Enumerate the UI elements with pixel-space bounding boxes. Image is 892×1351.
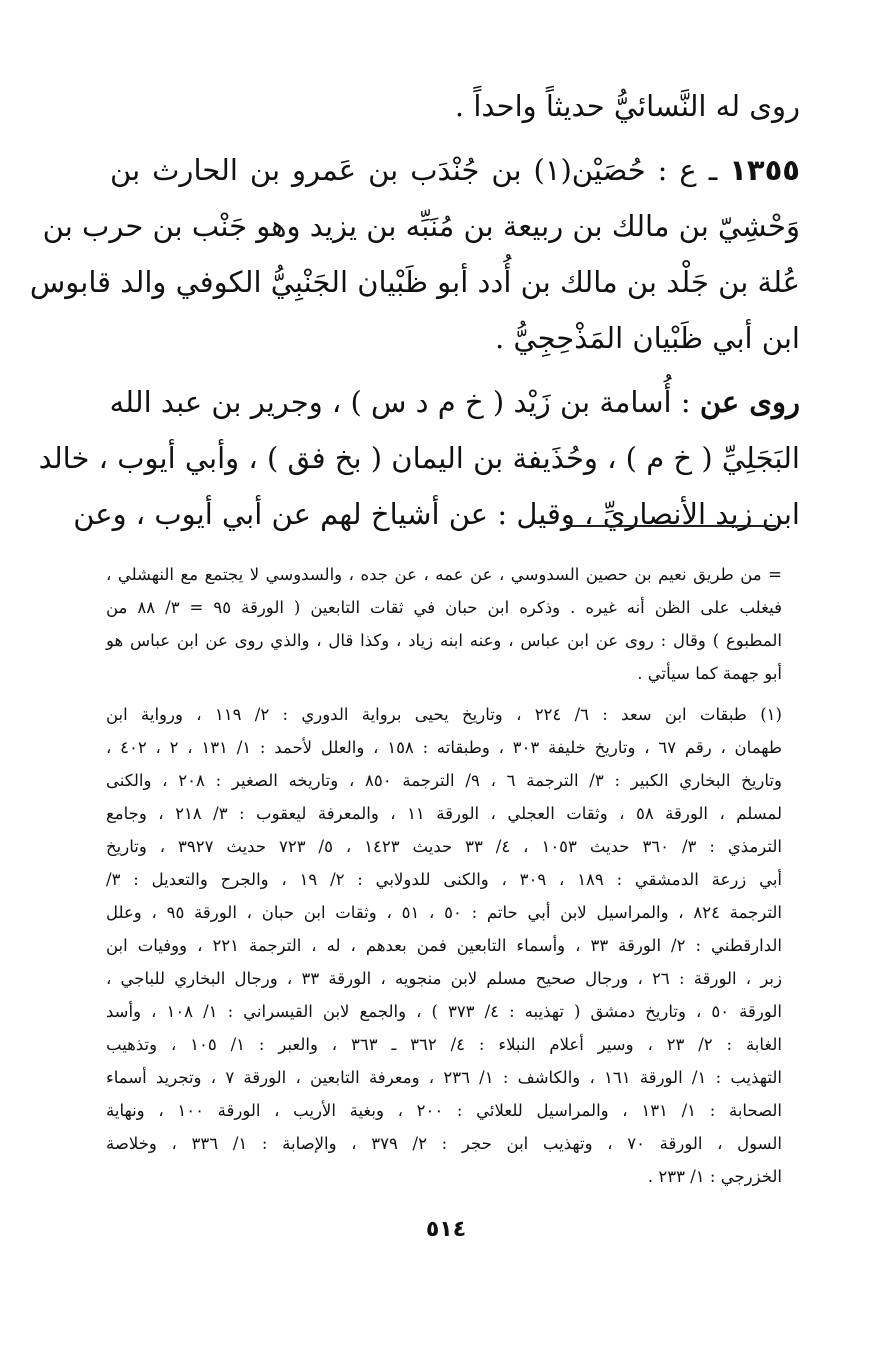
narrated-label: روى عن: [699, 385, 800, 419]
main-text: [29, 78, 801, 542]
footnote-line: الورقة ٥٠ ، وتاريخ دمشق ( تهذيبه : ٤/ ٣٧٣ ) ، والجمع لابن القيسراني : ١/ ١٠٨ ، وأسد: [106, 1002, 783, 1021]
intro-line: روى له النَّسائيُّ حديثاً واحداً .: [454, 89, 800, 123]
footnote-line: الغابة : ٢/ ٢٣ ، وسير أعلام النبلاء : ٤/ ٣٦٢ ـ ٣٦٣ ، والعبر : ١/ ١٠٥ ، وتذهيب: [106, 1035, 782, 1054]
footnotes: [106, 558, 782, 1193]
footnote-line: الترجمة ٨٢٤ ، والمراسيل لابن أبي حاتم : ٥٠ ، ٥١ ، وثقات ابن حبان ، الورقة ٩٥ ، وعلل: [106, 903, 783, 922]
entry-line-3: عُلة بن جَلْد بن مالك بن أُدد أبو ظَبْيان الجَنْبِيُّ الكوفي والد قابوس: [29, 265, 800, 299]
footnote-line: وتاريخ البخاري الكبير : ٣/ الترجمة ٦ ، ٩/ الترجمة ٨٥٠ ، وتاريخه الصغير : ٢٠٨ ، والكنى: [106, 771, 782, 790]
footnote-line: (١) طبقات ابن سعد : ٦/ ٢٢٤ ، وتاريخ يحيى برواية الدوري : ٢/ ١١٩ ، ورواية ابن: [106, 705, 782, 724]
footnote-line: زبر ، الورقة : ٢٦ ، ورجال صحيح مسلم لابن منجويه ، الورقة ٣٣ ، ورجال البخاري للباجي ،: [106, 969, 782, 988]
footnote-line: الصحابة : ١/ ١٣١ ، والمراسيل للعلائي : ٢٠٠ ، وبغية الأريب ، الورقة ١٠٠ ، ونهاية: [106, 1101, 783, 1120]
footnote-line: = من طريق نعيم بن حصين السدوسي ، عن عمه ، عن جده ، والسدوسي لا يجتمع مع النهشلي ،: [106, 565, 782, 584]
entry-line-4: ابن أبي ظَبْيان المَذْحِجِيُّ .: [494, 321, 800, 355]
footnote-separator: [566, 525, 776, 527]
page-number: ٥١٤: [425, 1217, 467, 1242]
footnote-line: التهذيب : ١/ الورقة ١٦١ ، والكاشف : ١/ ٢٣٦ ، ومعرفة التابعين ، الورقة ٧ ، وتجريد أسماء: [106, 1068, 783, 1087]
footnote-line: طهمان ، رقم ٦٧ ، وتاريخ خليفة ٣٠٣ ، وطبقاته : ١٥٨ ، والعلل لأحمد : ١/ ١٣١ ، ٢ ، ٤٠٢ ،: [106, 738, 782, 757]
footnote-line: الدارقطني : ٢/ الورقة ٣٣ ، وأسماء التابعين فمن بعدهم ، له ، الترجمة ٢٢١ ، ووفيات ابن: [106, 936, 783, 955]
footnote-line: أبي زرعة الدمشقي : ١٨٩ ، ٣٠٩ ، والكنى للدولابي : ٢/ ١٩ ، والجرح والتعديل : ٣/: [106, 870, 782, 889]
footnote-1: [106, 698, 782, 1193]
footnote-line: لمسلم ، الورقة ٥٨ ، وثقات العجلي ، الورقة ١١ ، والمعرفة ليعقوب : ٣/ ٢١٨ ، وجامع: [106, 804, 782, 823]
footnote-continuation: [106, 558, 782, 690]
narrated-line-2: البَجَلِيِّ ( خ م ) ، وحُذَيفة بن اليمان ( بخ فق ) ، وأبي أيوب ، خالد: [38, 441, 800, 475]
narrated-line-1-text: : أُسامة بن زَيْد ( خ م د س ) ، وجرير بن عبد الله: [109, 385, 691, 419]
entry-paragraph: [29, 142, 801, 366]
footnote-line: الخزرجي : ١/ ٢٣٣ .: [647, 1167, 782, 1186]
entry-line-1-text: ـ ع : حُصَيْن(١) بن جُنْدَب بن عَمرو بن الحارث بن: [110, 153, 718, 187]
footnote-line: أبو جهمة كما سيأتي .: [637, 664, 782, 683]
footnote-line: فيغلب على الظن أنه غيره . وذكره ابن حبان في ثقات التابعين ( الورقة ٩٥ = ٣/ ٨٨ من: [106, 598, 782, 617]
narrated-paragraph: [38, 374, 800, 542]
footnote-line: السول ، الورقة ٧٠ ، وتهذيب ابن حجر : ٢/ ٣٧٩ ، والإصابة : ١/ ٣٣٦ ، وخلاصة: [106, 1134, 782, 1153]
entry-number: ١٣٥٥: [729, 153, 801, 187]
entry-line-2: وَحْشِيّ بن مالك بن ربيعة بن مُنَبِّه بن يزيد وهو جَنْب بن حرب بن: [42, 209, 800, 243]
narrated-line-3: ابن زيد الأنصاريِّ ، وقيل : عن أشياخ لهم عن أبي أيوب ، وعن: [73, 497, 800, 531]
footnote-line: الترمذي : ٣/ ٣٦٠ حديث ١٠٥٣ ، ٤/ ٣٣ حديث ١٤٢٣ ، ٥/ ٧٢٣ حديث ٣٩٢٧ ، وتاريخ: [106, 837, 782, 856]
narrated-line-1: [110, 374, 800, 430]
footnote-line: المطبوع ) وقال : روى عن ابن عباس ، وعنه ابنه زياد ، وكذا قال ، والذي روى عن ابن عباس هو: [106, 631, 782, 650]
entry-line-1: [110, 142, 800, 198]
